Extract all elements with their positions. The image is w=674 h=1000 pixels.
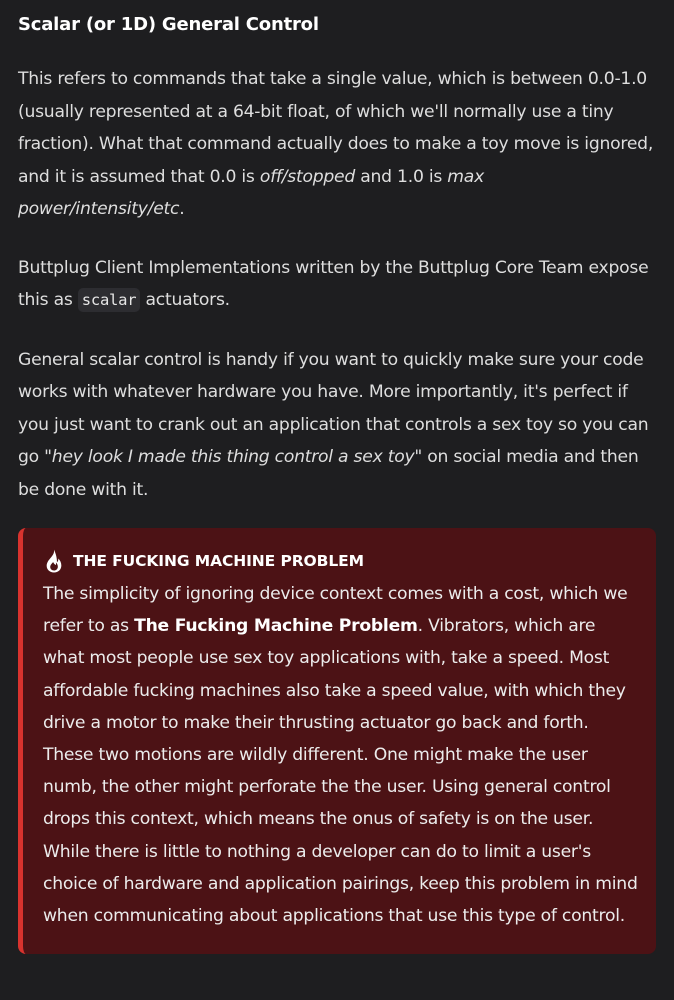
paragraph-text: Buttplug Client Implementations written by the Buttplug Core Team expose this as	[18, 257, 649, 310]
paragraph-client-implementations	[18, 252, 654, 317]
paragraph-general-control	[18, 344, 654, 507]
emphasis-max-power: max power/intensity/etc	[18, 166, 484, 219]
admonition-body	[43, 578, 638, 932]
fire-icon	[43, 549, 65, 573]
admonition-title: THE FUCKING MACHINE PROBLEM	[73, 552, 364, 570]
strong-problem-name: The Fucking Machine Problem	[134, 616, 418, 637]
paragraph-text: " on social media and then be done with it.	[18, 447, 639, 500]
paragraph-text: This refers to commands that take a single value, which is between 0.0-1.0 (usually represented at a 64-bit float, of which we'll normally use a tiny fraction). What that command actually does to make a toy move is ignored, and it is assumed that 0.0 is	[18, 69, 654, 187]
emphasis-quote: hey look I made this thing control a sex toy	[51, 447, 415, 467]
paragraph-text: .	[179, 199, 185, 219]
paragraph-text: General scalar control is handy if you want to quickly make sure your code works with whatever hardware you have. More importantly, it's perfect if you just want to crank out an application that controls a sex toy so you can go "	[18, 349, 649, 467]
danger-admonition	[18, 528, 656, 954]
admonition-text: The simplicity of ignoring device context comes with a cost, which we refer to as	[43, 584, 628, 637]
paragraph-text: and 1.0 is	[355, 166, 448, 187]
admonition-text: . Vibrators, which are what most people use sex toy applications with, take a speed. Most affordable fucking machines also take a speed value, with which they drive a motor to make their thrusting actuator go back and forth. These two motions are wildly different. One might make the user numb, the other might perforate the the user. Using general control drops this context, which means the onus of safety is on the user. While there is little to nothing a developer can do to limit a user's choice of hardware and application pairings, keep this problem in mind when communicating about applications that use this type of control.	[43, 616, 638, 927]
emphasis-off-stopped: off/stopped	[259, 166, 356, 187]
inline-code-scalar: scalar	[78, 288, 141, 312]
paragraph-text: actuators.	[140, 290, 230, 310]
admonition-heading	[43, 548, 638, 574]
section-heading: Scalar (or 1D) General Control	[18, 14, 319, 35]
paragraph-scalar-description	[18, 63, 654, 226]
